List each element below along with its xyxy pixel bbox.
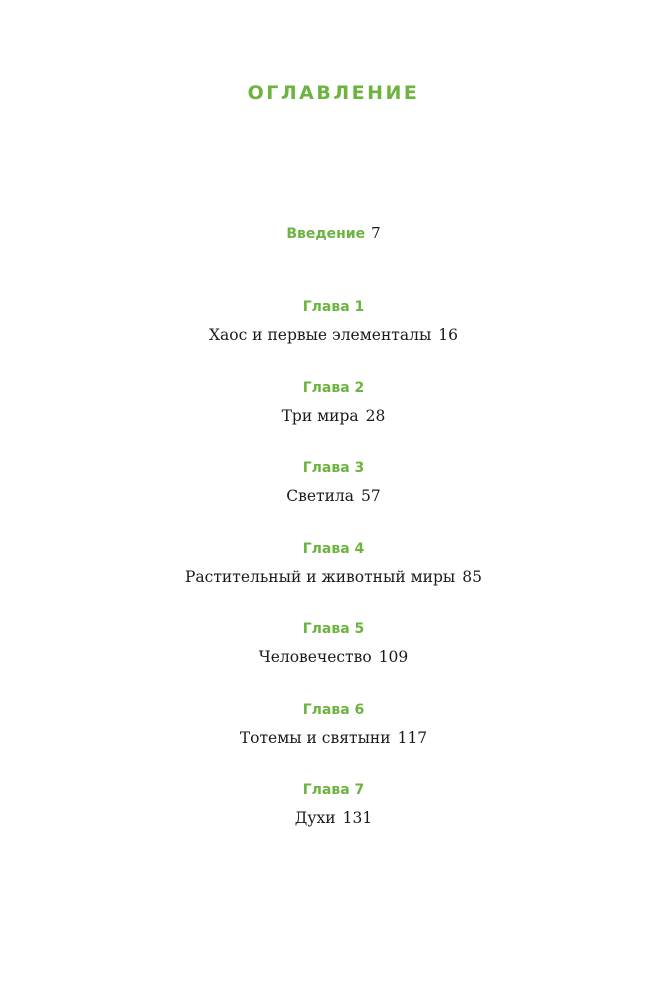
- chapter-label: Глава 1: [302, 299, 365, 315]
- chapter-label: Глава 5: [302, 621, 365, 637]
- chapter-title-line: [0, 320, 667, 350]
- chapter-title-line: [0, 562, 667, 592]
- toc-entry-chapter-4[interactable]: [0, 538, 667, 619]
- chapter-title-line: [0, 481, 667, 511]
- chapter-title: Хаос и первые элементалы: [208, 326, 432, 344]
- chapter-title: Тотемы и святыни: [239, 728, 391, 747]
- chapter-title: Светила: [286, 487, 355, 505]
- chapter-list: [0, 296, 667, 860]
- chapter-title: Три мира: [281, 406, 359, 425]
- chapter-label: Глава 3: [302, 460, 365, 476]
- chapter-page-number: 109: [378, 648, 409, 666]
- chapter-title: Духи: [294, 809, 336, 827]
- chapter-page-number: 117: [397, 728, 428, 747]
- chapter-title-line: [0, 401, 667, 431]
- toc-entry-chapter-3[interactable]: [0, 457, 667, 538]
- chapter-title-line: [0, 723, 667, 753]
- toc-entry-chapter-6[interactable]: [0, 699, 667, 780]
- toc-entry-chapter-5[interactable]: [0, 618, 667, 699]
- toc-entry-introduction[interactable]: [0, 222, 667, 245]
- chapter-label: Глава 2: [302, 379, 365, 396]
- toc-entry-chapter-2[interactable]: [0, 377, 667, 458]
- chapter-page-number: 85: [462, 567, 482, 586]
- toc-entry-chapter-1[interactable]: [0, 296, 667, 377]
- chapter-page-number: 16: [438, 326, 459, 344]
- chapter-page-number: 131: [342, 809, 373, 827]
- toc-heading: ОГЛАВЛЕНИЕ: [247, 82, 420, 104]
- chapter-page-number: 57: [361, 487, 381, 505]
- chapter-title-line: [0, 803, 667, 833]
- chapter-label: Глава 4: [302, 540, 365, 557]
- chapter-label: Глава 7: [302, 782, 365, 798]
- chapter-title-line: [0, 642, 667, 672]
- intro-page-number: 7: [371, 224, 381, 242]
- chapter-title: Растительный и животный миры: [184, 567, 456, 586]
- toc-entry-chapter-7[interactable]: [0, 779, 667, 860]
- chapter-label: Глава 6: [302, 701, 365, 718]
- chapter-page-number: 28: [365, 406, 386, 425]
- chapter-title: Человечество: [258, 648, 372, 666]
- intro-label: Введение: [286, 226, 366, 242]
